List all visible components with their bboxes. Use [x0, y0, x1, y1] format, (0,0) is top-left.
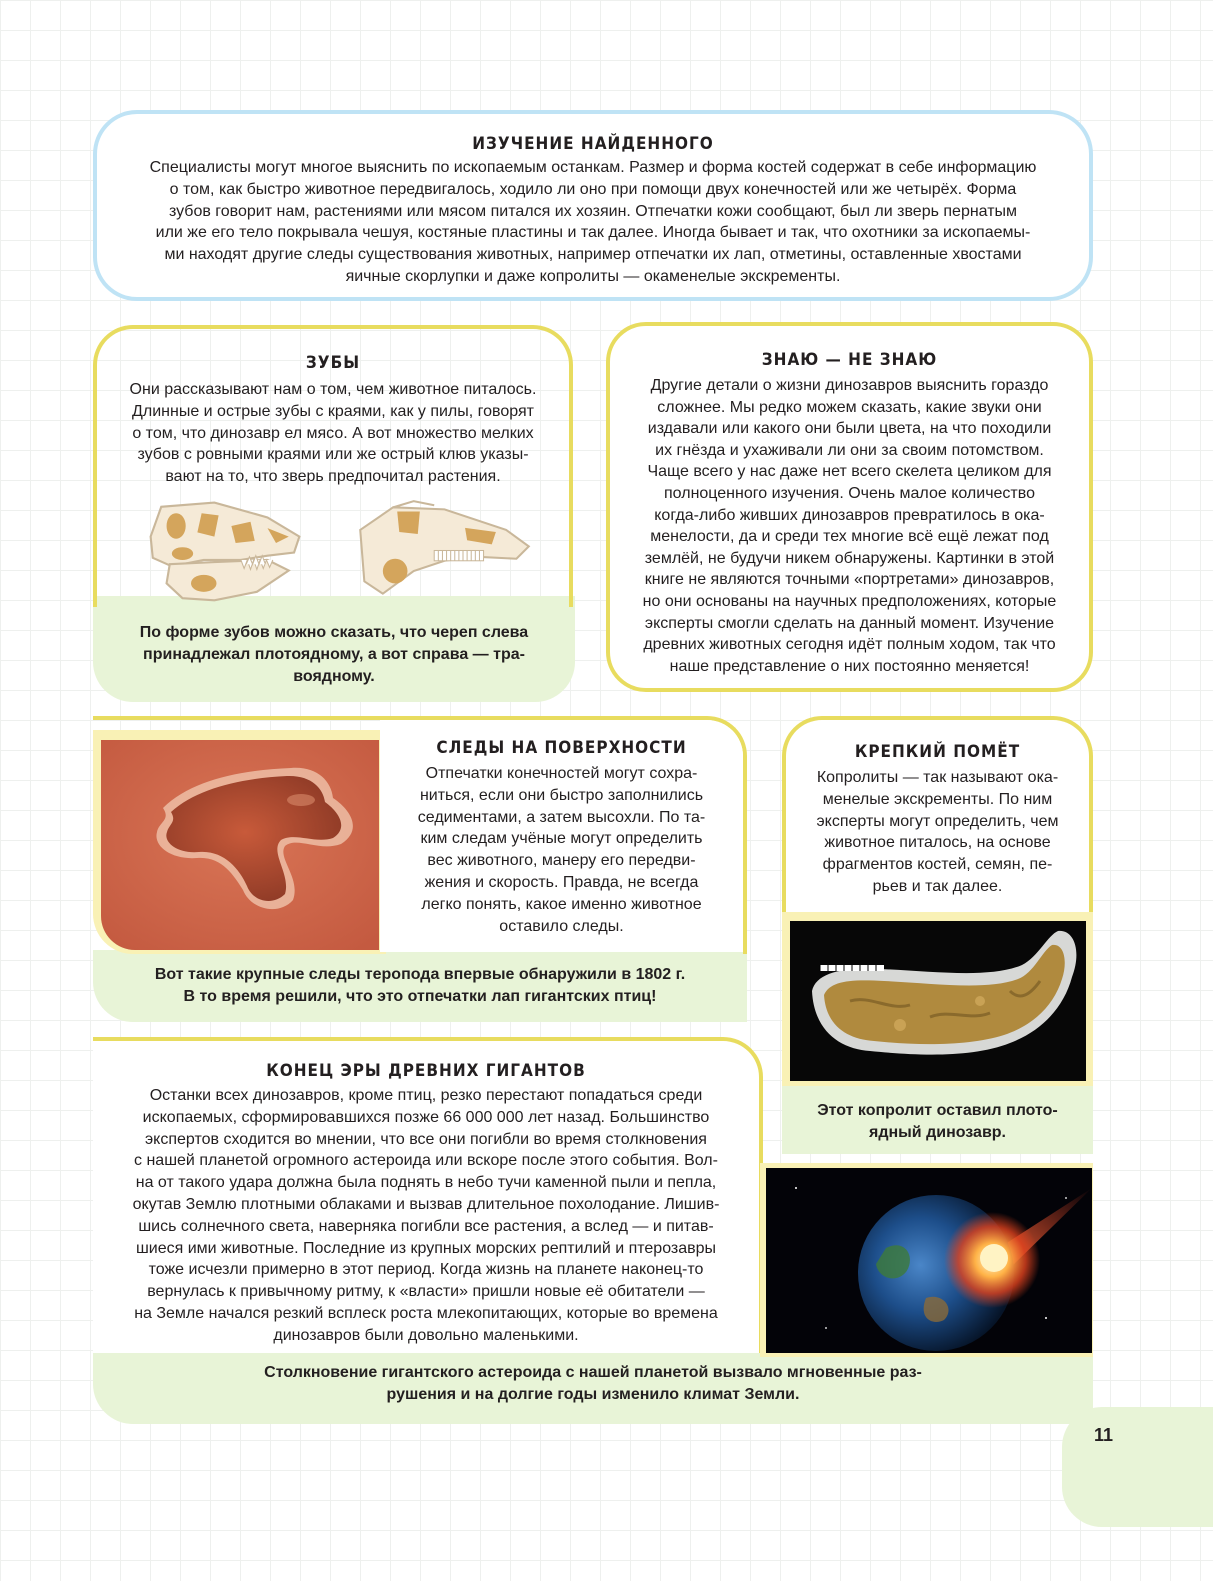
text-line: окутав Землю плотными облаками и вызвав длительное похолодание. Лишив-	[132, 1195, 720, 1213]
text-line: вернулась к привычному ритму, к «власти» пришли новые её обитатели —	[147, 1283, 705, 1301]
know-text	[610, 375, 1089, 677]
text-line: эксперты смогли сделать на данный момент. Изучение	[644, 614, 1055, 632]
page-number: 11	[1094, 1425, 1114, 1445]
text-line: шиеся ими животные. Последние из крупных морских рептилий и птерозавры	[135, 1239, 717, 1257]
text-line: Другие детали о жизни динозавров выяснить гораздо	[650, 377, 1049, 394]
teeth-caption	[93, 596, 575, 702]
text-line: оставило следы.	[499, 917, 624, 935]
teeth-title: ЗУБЫ	[305, 353, 361, 373]
text-line: вес животного, манеру его передви-	[427, 852, 696, 870]
text-line: Копролиты — так называют ока-	[816, 769, 1059, 786]
end-text	[93, 1085, 759, 1347]
text-line: рьев и так далее.	[872, 877, 1003, 895]
footprint-photo	[101, 740, 379, 950]
caption-line: рушения и на долгие годы изменило климат Земли.	[386, 1386, 800, 1403]
know-title: ЗНАЮ — НЕ ЗНАЮ	[761, 350, 938, 370]
end-title: КОНЕЦ ЭРЫ ДРЕВНИХ ГИГАНТОВ	[266, 1061, 586, 1081]
text-line: Останки всех динозавров, кроме птиц, резко перестают попадаться среди	[149, 1087, 703, 1104]
text-line: Длинные и острые зубы с краями, как у пилы, говорят	[132, 402, 534, 420]
text-line: фрагментов костей, семян, пе-	[822, 856, 1053, 874]
caption-line: Вот такие крупные следы теропода впервые обнаружили в 1802 г.	[154, 966, 686, 983]
text-line: менелые экскременты. По ним	[822, 790, 1053, 808]
text-line: экспертов сходится во мнении, что все они погибли во время столкновения	[145, 1130, 707, 1148]
text-line: полноценного изучения. Очень малое количество	[664, 484, 1035, 502]
text-line: ми находят другие следы существования животных, например отпечатки их лап, отметины, оставленные хвостами	[164, 246, 1022, 264]
text-line: эксперты могут определить, чем	[816, 812, 1059, 830]
coprolite-photo	[790, 921, 1086, 1081]
caption-line: воядному.	[293, 668, 375, 685]
study-text	[97, 157, 1089, 288]
text-line: наше представление о них постоянно меняется!	[669, 657, 1030, 675]
text-line: сложнее. Мы редко можем сказать, какие звуки они	[657, 398, 1042, 416]
page-number-tab	[1062, 1407, 1213, 1527]
study-box	[93, 110, 1093, 301]
text-line: на от такого удара должна была поднять в небо тучи каменной пыли и пепла,	[135, 1174, 717, 1192]
end-box	[93, 1037, 763, 1353]
dung-caption	[782, 1080, 1093, 1154]
text-line: яичные скорлупки и даже копролиты — окаменелые экскременты.	[345, 267, 841, 285]
text-line: ниться, если они быстро заполнились	[419, 786, 704, 804]
dung-title: КРЕПКИЙ ПОМЁТ	[854, 742, 1021, 762]
text-line: динозавров были довольно маленькими.	[273, 1326, 579, 1344]
caption-line: В то время решили, что это отпечатки лап гигантских птиц!	[183, 988, 657, 1005]
text-line: Чаще всего у нас даже нет всего скелета целиком для	[647, 463, 1052, 481]
text-line: животное питалось, на основе	[824, 834, 1051, 852]
text-line: о том, как быстро животное передвигалось, ходило ли оно при помощи двух конечностей или же четырёх. Форма	[169, 180, 1017, 198]
text-line: издавали или какого они были цвета, на что походили	[647, 420, 1052, 438]
text-line: Они рассказывают нам о том, чем животное питалось.	[129, 381, 537, 398]
herbivore-skull-illustration	[352, 499, 537, 602]
carnivore-skull-illustration	[140, 494, 310, 611]
text-line: книге не являются точными «портретами» динозавров,	[644, 571, 1055, 589]
text-line: Специалисты могут многое выяснить по ископаемым останкам. Размер и форма костей содержат в себе информацию	[149, 159, 1037, 176]
teeth-box	[93, 325, 573, 607]
text-line: тоже исчезли примерно в этот период. Когда жизнь на планете наконец-то	[148, 1261, 704, 1279]
tracks-text	[380, 763, 743, 937]
text-line: ископаемых, сформировавшихся позже 66 000 000 лет назад. Большинство	[142, 1108, 710, 1126]
tracks-caption	[93, 950, 747, 1022]
text-line: менелости, да и среди тех многие всё ещё лежат под	[650, 528, 1049, 546]
text-line: Отпечатки конечностей могут сохра-	[425, 765, 698, 782]
text-line: когда-либо живших динозавров превратилось в ока-	[654, 506, 1045, 524]
tracks-title: СЛЕДЫ НА ПОВЕРХНОСТИ	[436, 738, 687, 758]
know-box	[606, 322, 1093, 692]
text-line: на Земле начался резкий всплеск роста млекопитающих, которые во времена	[134, 1304, 718, 1322]
study-title: ИЗУЧЕНИЕ НАЙДЕННОГО	[472, 134, 714, 154]
caption-line: Этот копролит оставил плото-	[817, 1102, 1058, 1119]
dung-text	[786, 767, 1089, 898]
text-line: или же его тело покрывала чешуя, костяные пластины и так далее. Иногда бывает и так, что охотники за ископаемы-	[155, 224, 1031, 242]
text-line: жения и скорость. Правда, не всегда	[424, 873, 699, 891]
text-line: седиментами, а затем высохли. По та-	[417, 808, 706, 826]
text-line: древних животных сегодня идёт полным ходом, так что	[643, 636, 1056, 654]
teeth-text	[97, 379, 569, 488]
text-line: о том, что динозавр ел мясо. А вот множество мелких	[132, 424, 534, 442]
text-line: с нашей планетой огромного астероида или вскоре после этого события. Вол-	[134, 1152, 718, 1170]
text-line: землёй, не будучи никем обнаружены. Картинки в этой	[644, 549, 1055, 567]
text-line: зубов с ровными краями или же острый клюв указы-	[137, 446, 529, 464]
asteroid-impact-image	[766, 1168, 1092, 1353]
text-line: вают на то, что зверь предпочитал растения.	[165, 468, 501, 486]
text-line: их гнёзда и ухаживали ли они за своим потомством.	[655, 441, 1044, 459]
text-line: зубов говорит нам, растениями или мясом питался их хозяин. Отпечатки кожи сообщают, был ли зверь пернатым	[168, 202, 1018, 220]
caption-line: принадлежал плотоядному, а вот справа — тра-	[143, 646, 525, 663]
caption-line: По форме зубов можно сказать, что череп слева	[139, 624, 529, 641]
tracks-text-panel	[380, 720, 743, 952]
dung-box	[782, 716, 1093, 922]
text-line: шись солнечного света, наверняка погибли все растения, а вслед — и питав-	[138, 1217, 714, 1235]
caption-line: Столкновение гигантского астероида с нашей планетой вызвало мгновенные раз-	[264, 1364, 922, 1381]
text-line: ким следам учёные могут определить	[420, 830, 703, 848]
text-line: но они основаны на научных предположениях, которые	[642, 592, 1057, 610]
text-line: легко понять, какое именно животное	[421, 895, 702, 913]
caption-line: ядный динозавр.	[868, 1124, 1006, 1141]
